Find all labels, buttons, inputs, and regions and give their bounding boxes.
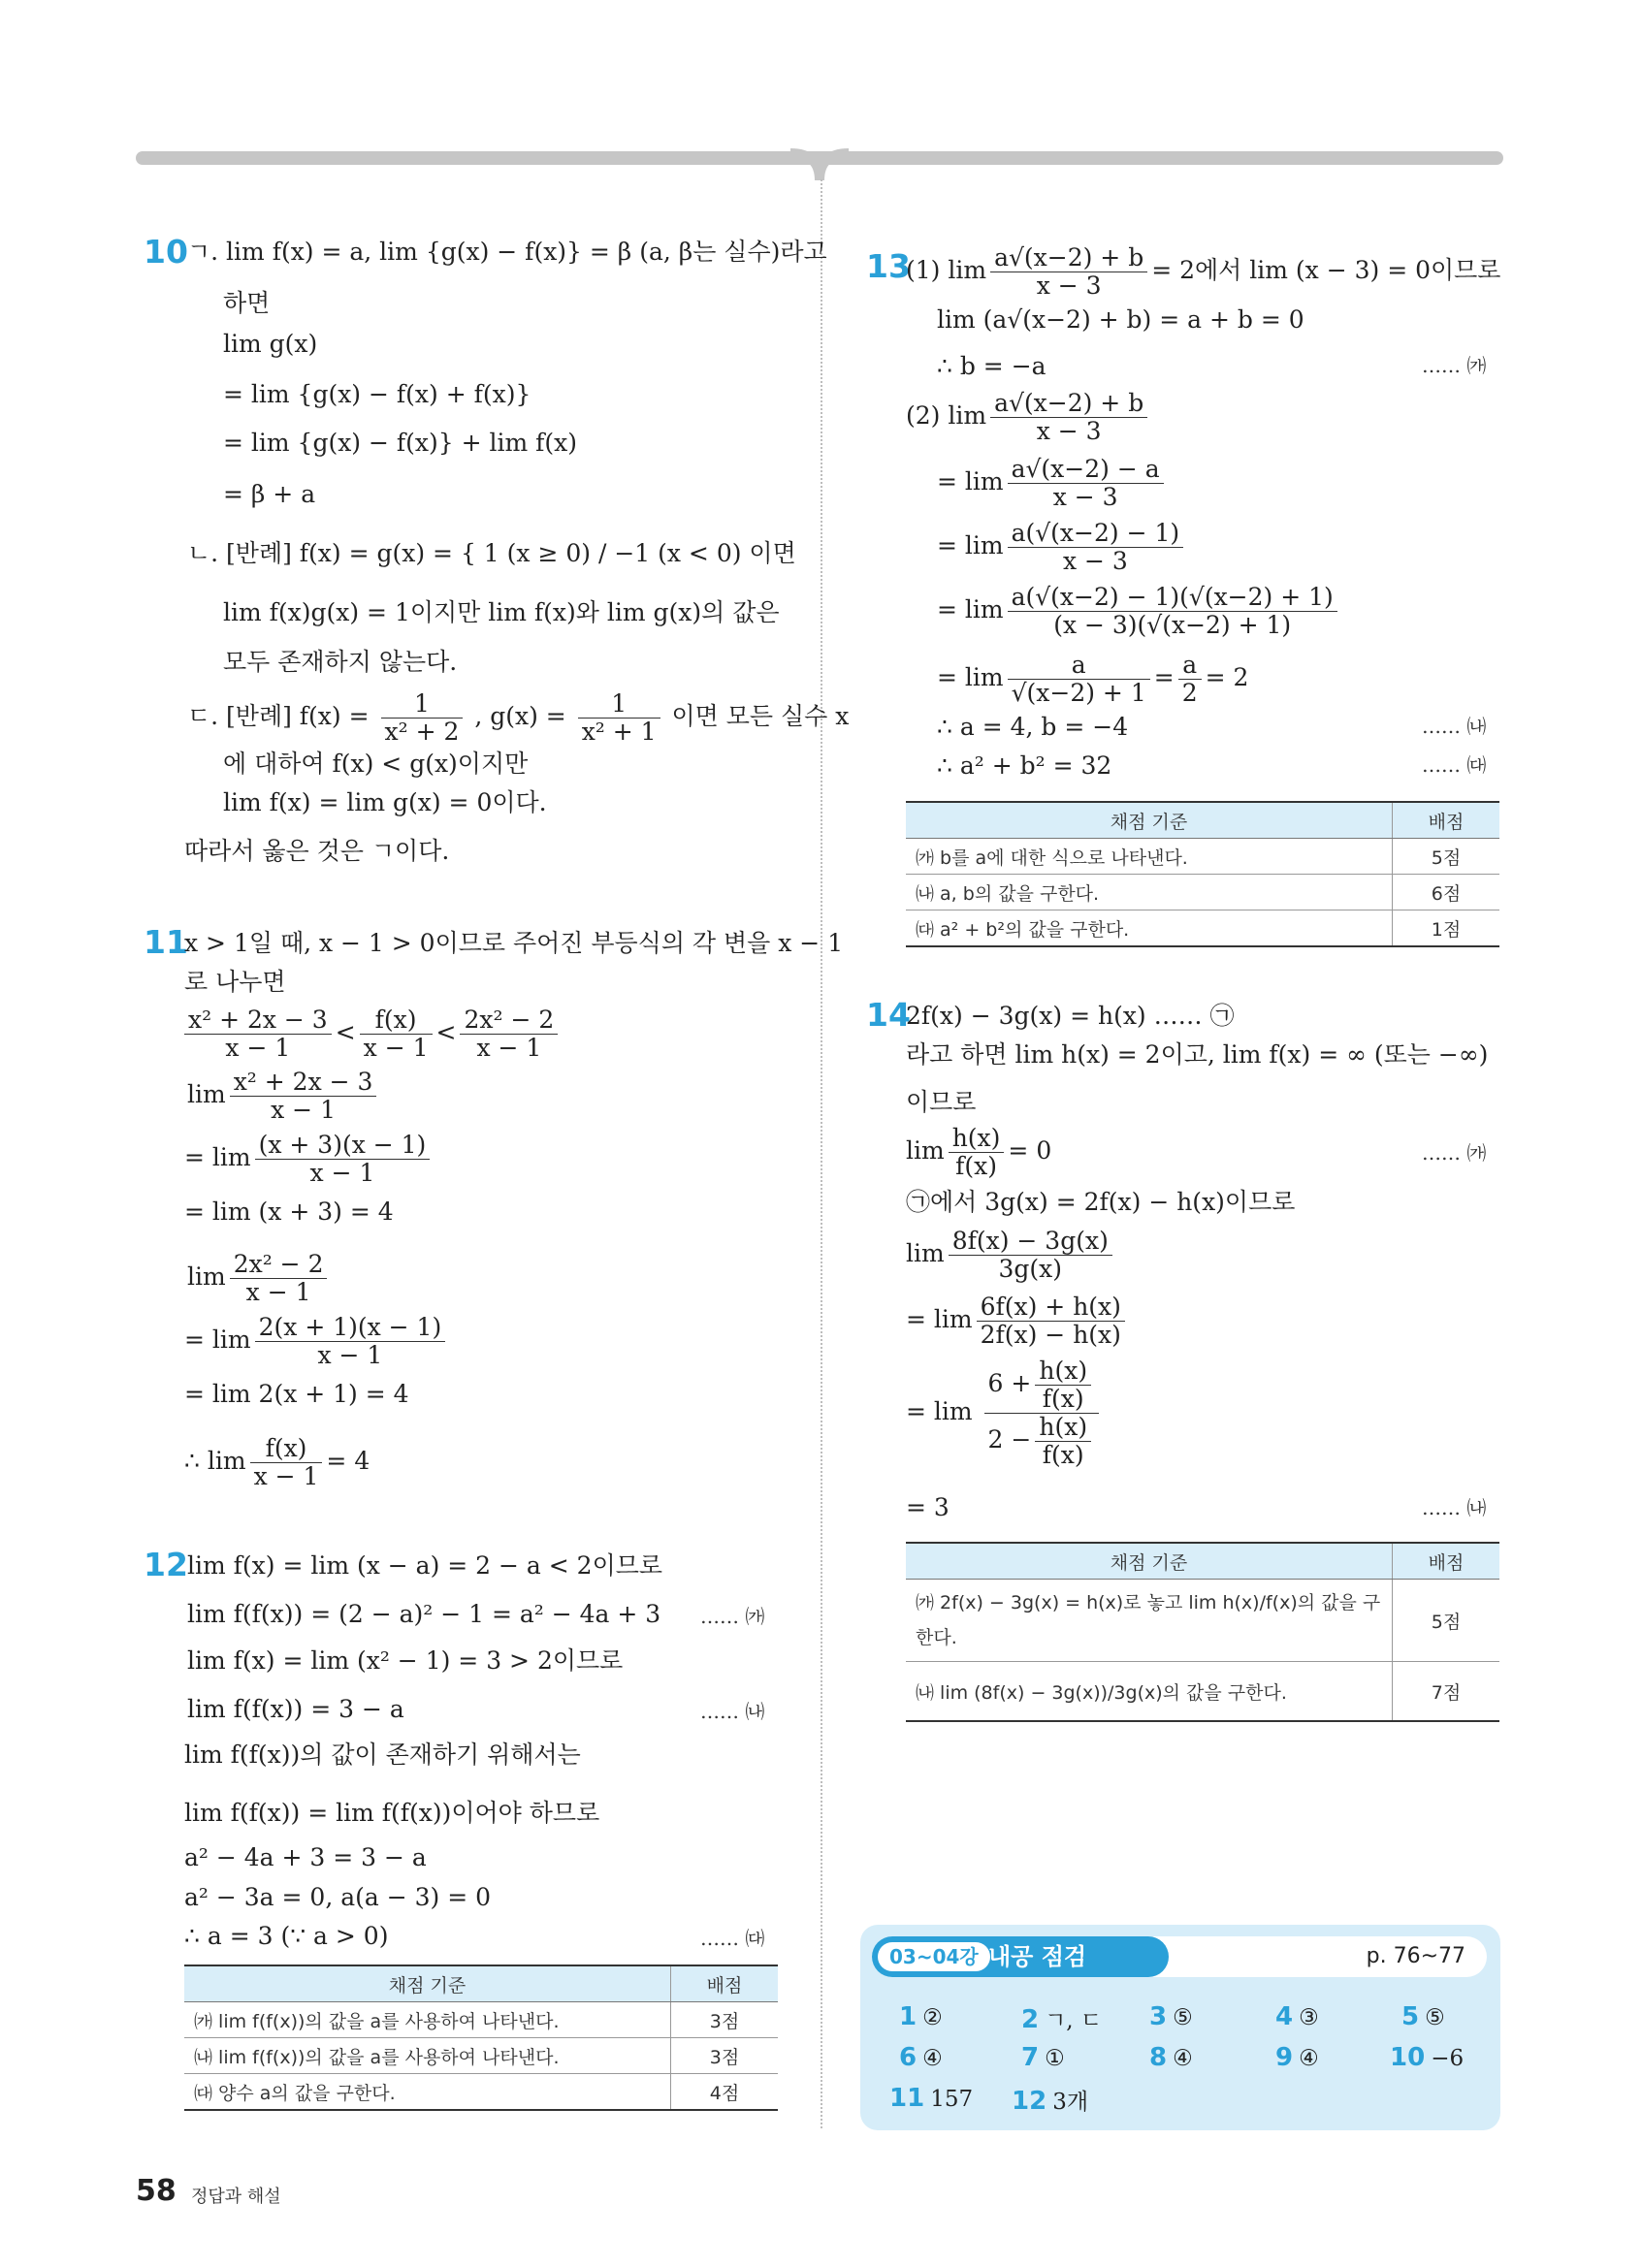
limit-expression: (1) lim $\frac{a√(x-2) + b}{x - 3}$ = 2에서 lim (x − 3) = 0이므로 [906,243,1501,300]
text-line: = lim {g(x) − f(x)} + lim f(x) [223,429,578,457]
table-row: ㈎ b를 a에 대한 식으로 나타낸다. 5점 [906,839,1499,875]
answer-item: 4 ③ [1275,2002,1319,2031]
answer-item: 8 ④ [1149,2043,1193,2072]
answer-item: 2 ㄱ, ㄷ [1021,2005,1103,2034]
text-line: lim f(f(x)) = (2 − a)² − 1 = a² − 4a + 3 [187,1600,661,1628]
table-header: 배점 [1393,802,1500,839]
text-line: ∴ a = 3 (∵ a > 0) [184,1922,389,1950]
text-line: ∴ a² + b² = 32 [937,751,1112,780]
answer-item: 7 ① [1021,2043,1065,2072]
criterion-marker: …… ㈐ [700,1927,765,1950]
problem-number: 13 [866,247,911,285]
limit-expression: lim $\frac{h(x)}{f(x)}$ = 0 [906,1124,1052,1180]
footer-label: 정답과 해설 [191,2187,281,2207]
table-header: 채점 기준 [184,1965,671,2002]
text-line: lim f(x) = lim (x − a) = 2 − a < 2이므로 [187,1551,663,1580]
text-line: lim (a√(x−2) + b) = a + b = 0 [937,305,1304,334]
text-line: lim f(f(x)) = 3 − a [187,1695,404,1723]
table-row: ㈏ lim (8f(x) − 3g(x))/3g(x)의 값을 구한다. 7점 [906,1662,1499,1722]
table-row: ㈐ a² + b²의 값을 구한다. 1점 [906,910,1499,947]
column-divider [821,179,822,2128]
limit-expression: lim $\frac{8f(x) - 3g(x)}{3g(x)}$ [906,1228,1116,1283]
fraction: $\frac{1}{\text{x² + 1}}$ [578,690,660,746]
table-header: 배점 [671,1965,779,2002]
problem-number: 10 [144,233,188,271]
review-answers-box [860,1925,1500,2130]
text-line: = 3 [906,1493,950,1521]
text-line: ㄱ. lim f(x) = a, lim {g(x) − f(x)} = β (a, β는 실수)라고 [187,238,827,266]
text-line: ∴ b = −a [937,352,1046,380]
text-line: = β + a [223,480,316,508]
text-line: lim f(f(x)) = lim f(f(x))이어야 하므로 [184,1799,600,1827]
text-line: lim f(f(x))의 값이 존재하기 위해서는 [184,1741,581,1769]
problem-number: 14 [866,996,911,1034]
text-line: a² − 3a = 0, a(a − 3) = 0 [184,1883,492,1911]
criterion-marker: …… ㈏ [1422,715,1487,738]
limit-expression: = lim 6 + $\frac{h(x)}{f(x)}$ 2 − $\frac{h(x)}{f(x)}$ [906,1358,1103,1469]
page-number: 58 [136,2174,177,2208]
top-rule-notch [790,145,849,184]
answer-item: 11 157 [889,2084,974,2113]
table-header: 배점 [1393,1543,1500,1580]
text-line: 2f(x) − 3g(x) = h(x) …… ㉠ [906,1002,1235,1030]
text-line: ㄴ. [반례] f(x) = g(x) = { 1 (x ≥ 0) / −1 (x < 0) 이면 [187,539,796,567]
text-line: ㉠에서 3g(x) = 2f(x) − h(x)이므로 [906,1188,1296,1216]
text-line: ∴ a = 4, b = −4 [937,713,1129,741]
text-line: 에 대하여 f(x) < g(x)이지만 [223,750,529,778]
answer-item: 6 ④ [899,2043,943,2072]
limit-expression: lim $\frac{\text{x² + 2x − 3}}{x - 1}$ [187,1069,380,1124]
problem-number: 12 [144,1546,188,1583]
text-line: = lim (x + 3) = 4 [184,1198,394,1226]
review-header [872,1936,1487,1977]
scoring-table [184,1965,778,2111]
text-line: lim g(x) [223,330,318,358]
table-row: ㈏ a, b의 값을 구한다. 6점 [906,875,1499,910]
text-line: x > 1일 때, x − 1 > 0이므로 주어진 부등식의 각 변을 x − 1 [184,929,844,957]
answer-item: 10 −6 [1390,2043,1465,2072]
scoring-table [906,801,1499,947]
limit-expression: = lim $\frac{a(√(x-2) - 1)}{x - 3}$ [937,520,1187,575]
review-title: 내공 점검 [988,1943,1087,1970]
limit-expression: = lim $\frac{a(√(x-2) - 1)(√(x-2) + 1)}{(x - 3)(√(x-2) + 1)}$ [937,584,1341,639]
text-line: 하면 [223,289,271,317]
inequality: $\frac{\text{x² + 2x − 3}}{x - 1}$ < $\frac{f(x)}{x - 1}$ < $\frac{\text{2x² − 2}}{x - 1}$ [180,1006,562,1062]
table-row: ㈏ lim f(f(x))의 값을 a를 사용하여 나타낸다. 3점 [184,2038,778,2074]
page-reference: p. 76~77 [1366,1944,1465,1968]
fraction: $\frac{1}{\text{x² + 2}}$ [381,690,464,746]
text-line: 모두 존재하지 않는다. [223,648,458,676]
scoring-table [906,1542,1499,1722]
text-line: 로 나누면 [184,968,286,996]
table-header: 채점 기준 [906,802,1393,839]
answer-item: 9 ④ [1275,2043,1319,2072]
criterion-marker: …… ㈎ [700,1605,765,1628]
text-line: ㄷ. [반례] f(x) = $\frac{1}{\text{x² + 2}}$ , g(x) = $\frac{1}{\text{x² + 1}}$ 이면 모든 실수 x [187,689,850,746]
limit-expression: ∴ lim $\frac{f(x)}{x - 1}$ = 4 [184,1434,370,1490]
problem-number: 11 [144,923,188,961]
limit-expression: = lim $\frac{a}{√(x-2) + 1}$ = $\frac{a}{2}$ = 2 [937,651,1249,707]
text-line: lim f(x)g(x) = 1이지만 lim f(x)와 lim g(x)의 값은 [223,598,780,626]
limit-expression: lim $\frac{\text{2x² − 2}}{x - 1}$ [187,1251,331,1306]
table-row: ㈐ 양수 a의 값을 구한다. 4점 [184,2074,778,2111]
limit-expression: = lim $\frac{(x + 3)(x - 1)}{x - 1}$ [184,1132,434,1187]
text-line: a² − 4a + 3 = 3 − a [184,1843,427,1871]
criterion-marker: …… ㈎ [1422,354,1487,377]
table-row: ㈎ 2f(x) − 3g(x) = h(x)로 놓고 lim h(x)/f(x)의 값을 구 한다. 5점 [906,1580,1499,1662]
limit-expression: = lim $\frac{6f(x) + h(x)}{2f(x) - h(x)}$ [906,1294,1129,1349]
text-line: = lim {g(x) − f(x) + f(x)} [223,380,531,408]
table-header: 채점 기준 [906,1543,1393,1580]
answer-item: 12 3개 [1012,2087,1089,2116]
answer-item: 5 ⑤ [1401,2002,1445,2031]
criterion-marker: …… ㈏ [700,1700,765,1723]
text-line: 라고 하면 lim h(x) = 2이고, lim f(x) = ∞ (또는 −∞) [906,1040,1489,1069]
criterion-marker: …… ㈎ [1422,1141,1487,1165]
limit-expression: (2) lim $\frac{a√(x-2) + b}{x - 3}$ [906,390,1151,445]
text-line: = lim 2(x + 1) = 4 [184,1380,409,1408]
answer-item: 1 ② [899,2002,943,2031]
text-line: 따라서 옳은 것은 ㄱ이다. [184,837,450,865]
text-line: lim f(x) = lim (x² − 1) = 3 > 2이므로 [187,1646,624,1675]
criterion-marker: …… ㈏ [1422,1496,1487,1519]
answer-item: 3 ⑤ [1149,2002,1193,2031]
lesson-chip: 03~04강 [878,1942,990,1971]
criterion-marker: …… ㈐ [1422,753,1487,777]
limit-expression: = lim $\frac{2(x + 1)(x - 1)}{x - 1}$ [184,1314,449,1369]
text-line: 이므로 [906,1088,977,1116]
table-row: ㈎ lim f(f(x))의 값을 a를 사용하여 나타낸다. 3점 [184,2002,778,2038]
compound-fraction: 6 + $\frac{h(x)}{f(x)}$ 2 − $\frac{h(x)}{f(x)}$ [984,1358,1100,1469]
text-line: lim f(x) = lim g(x) = 0이다. [223,788,547,816]
review-badge [872,1936,1169,1977]
limit-expression: = lim $\frac{a√(x-2) - a}{x - 3}$ [937,456,1168,511]
